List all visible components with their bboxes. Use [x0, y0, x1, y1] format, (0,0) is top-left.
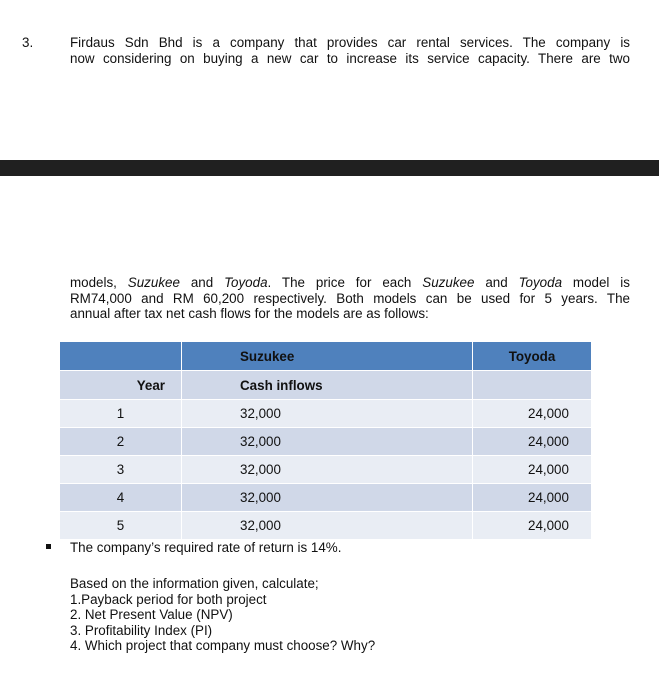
- required-rate-note: The company’s required rate of return is 14%.: [70, 540, 342, 555]
- model-name: Toyoda: [224, 275, 268, 290]
- table-row: [60, 484, 592, 512]
- table-subheader-row: [60, 371, 592, 400]
- suzukee-cell: 32,000: [182, 400, 473, 428]
- instruction-item: 3. Profitability Index (PI): [70, 622, 213, 638]
- intro-line: now considering on buying a new car to increase its service capacity. There are two: [70, 50, 630, 66]
- model-name: Suzukee: [422, 275, 475, 290]
- toyoda-cell: 24,000: [473, 400, 592, 428]
- subheader-year: Year: [60, 371, 182, 400]
- suzukee-cell: 32,000: [182, 456, 473, 484]
- intro-line: Firdaus Sdn Bhd is a company that provides car rental services. The company is: [70, 35, 630, 50]
- instruction-item: 1.Payback period for both project: [70, 591, 267, 607]
- subheader-cash-inflows: Cash inflows: [182, 371, 473, 400]
- year-cell: 4: [60, 484, 182, 512]
- model-name: Suzukee: [127, 275, 180, 290]
- toyoda-cell: 24,000: [473, 512, 592, 540]
- model-name: Toyoda: [518, 275, 563, 290]
- suzukee-cell: 32,000: [182, 512, 473, 540]
- question-continuation: [70, 275, 630, 322]
- year-cell: 3: [60, 456, 182, 484]
- table-row: [60, 512, 592, 540]
- suzukee-cell: 32,000: [182, 484, 473, 512]
- table-row: [60, 400, 592, 428]
- cash-flow-table: [59, 341, 592, 540]
- instruction-item: 2. Net Present Value (NPV): [70, 607, 233, 623]
- square-bullet-icon: [46, 544, 51, 549]
- header-cell-empty: [60, 342, 182, 371]
- instructions-lead: Based on the information given, calculate;: [70, 576, 319, 591]
- continuation-line: models, Suzukee and Toyoda. The price for each Suzukee and Toyoda model is: [70, 275, 630, 290]
- suzukee-cell: 32,000: [182, 428, 473, 456]
- continuation-line: annual after tax net cash flows for the models are as follows:: [70, 306, 429, 321]
- table-row: [60, 428, 592, 456]
- question-intro: [70, 35, 630, 66]
- toyoda-cell: 24,000: [473, 428, 592, 456]
- table-header-row: [60, 342, 592, 371]
- toyoda-cell: 24,000: [473, 484, 592, 512]
- header-cell-toyoda: Toyoda: [473, 342, 592, 371]
- year-cell: 5: [60, 512, 182, 540]
- toyoda-cell: 24,000: [473, 456, 592, 484]
- question-number: 3.: [22, 35, 34, 50]
- header-cell-suzukee: Suzukee: [182, 342, 473, 371]
- instruction-item: 4. Which project that company must choose? Why?: [70, 638, 376, 654]
- table-row: [60, 456, 592, 484]
- instructions-block: [70, 576, 375, 654]
- year-cell: 2: [60, 428, 182, 456]
- page-divider-bar: [0, 160, 659, 176]
- subheader-empty: [473, 371, 592, 400]
- year-cell: 1: [60, 400, 182, 428]
- continuation-line: RM74,000 and RM 60,200 respectively. Both models can be used for 5 years. The: [70, 290, 630, 306]
